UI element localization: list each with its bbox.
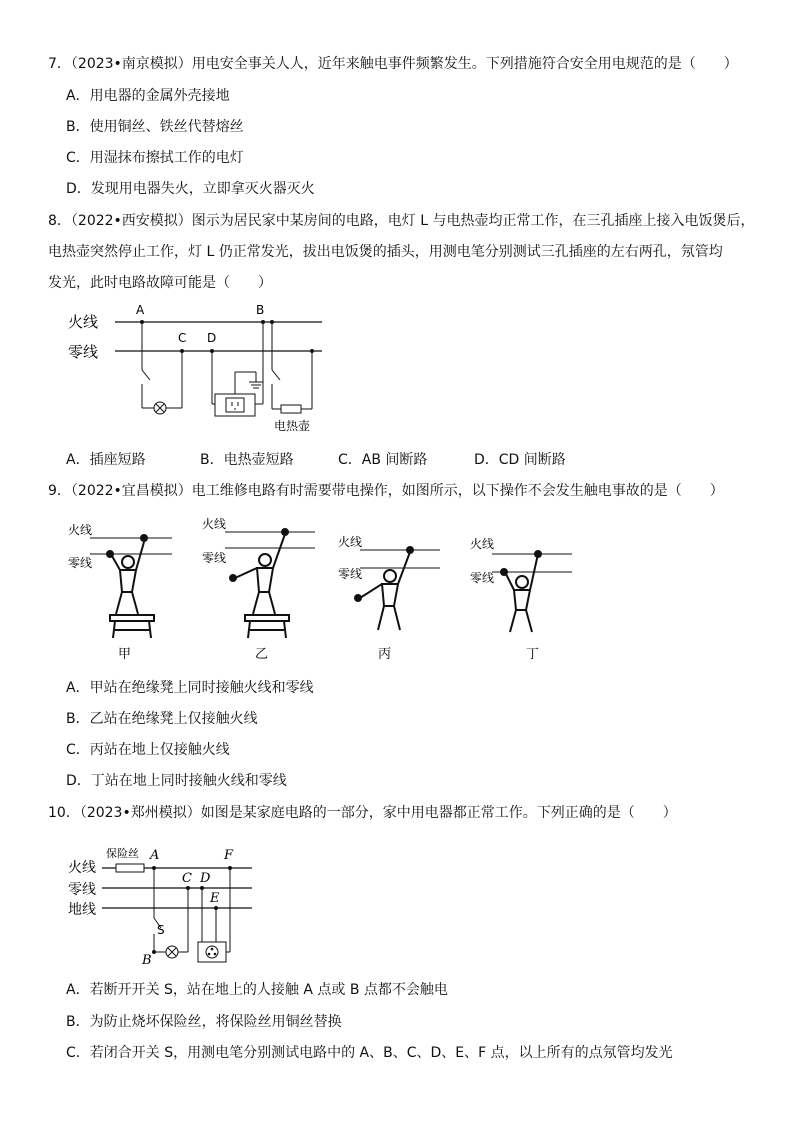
socket-icon xyxy=(215,394,255,416)
q9-stem: 9．（2022•宜昌模拟）电工维修电路有时需要带电操作，如图所示，以下操作不会发生触电事故的是（ ） xyxy=(48,483,724,499)
q10-option-b: B．为防止烧坏保险丝，将保险丝用铜丝替换 xyxy=(66,1014,342,1030)
q7-option-c: C．用湿抹布擦拭工作的电灯 xyxy=(66,150,244,166)
q10-option-c: C．若闭合开关 S，用测电笔分别测试电路中的 A、B、C、D、E、F 点，以上所有的点氖管均发光 xyxy=(66,1045,673,1061)
q8-point-a: A xyxy=(136,303,145,317)
ground-icon xyxy=(249,382,263,388)
lamp-icon xyxy=(166,946,178,958)
q8-stem-line-1: 8．（2022•西安模拟）图示为居民家中某房间的电路，电灯 L 与电热壶均正常工作，在三孔插座上接入电饭煲后， xyxy=(48,213,755,229)
svg-text:火线: 火线 xyxy=(202,517,227,531)
kettle-resistor-icon xyxy=(281,405,301,413)
q8-point-d: D xyxy=(207,331,217,345)
q7-option-a: A．用电器的金属外壳接地 xyxy=(66,88,230,104)
q7-option-d: D．发现用电器失火，立即拿灭火器灭火 xyxy=(66,181,315,197)
q8-stem-line-2: 电热壶突然停止工作，灯 L 仍正常发光，拔出电饭煲的插头，用测电笔分别测试三孔插座的左右两孔，氖管均 xyxy=(48,244,723,260)
svg-text:火线: 火线 xyxy=(338,535,363,549)
q9-option-a: A．甲站在绝缘凳上同时接触火线和零线 xyxy=(66,680,314,696)
q9-electrician-figures xyxy=(60,510,580,665)
q8-point-c: C xyxy=(178,331,187,345)
q10-point-b: B xyxy=(142,953,152,968)
person-icon xyxy=(355,547,413,630)
q10-circuit-diagram xyxy=(64,842,264,967)
q8-option-d: D．CD 间断路 xyxy=(474,452,566,468)
q8-option-c: C．AB 间断路 xyxy=(338,452,428,468)
svg-text:甲: 甲 xyxy=(118,647,132,662)
q10-live-label: 火线 xyxy=(68,860,96,876)
q10-point-d: D xyxy=(200,871,211,886)
socket-icon xyxy=(198,942,226,962)
svg-text:火线: 火线 xyxy=(68,523,93,537)
q10-neutral-label: 零线 xyxy=(68,882,96,898)
q10-point-a: A xyxy=(150,848,160,863)
stool-icon xyxy=(110,615,154,638)
svg-text:火线: 火线 xyxy=(470,537,495,551)
svg-text:丁: 丁 xyxy=(526,647,540,662)
svg-text:零线: 零线 xyxy=(470,571,495,585)
q7-option-b: B．使用铜丝、铁丝代替熔丝 xyxy=(66,119,244,135)
person-icon xyxy=(107,535,147,614)
q9-option-c: C．丙站在地上仅接触火线 xyxy=(66,742,230,758)
q10-ground-label: 地线 xyxy=(68,902,96,918)
stool-icon xyxy=(245,615,289,638)
svg-text:零线: 零线 xyxy=(338,567,363,581)
q10-point-e: E xyxy=(210,891,220,906)
q7-stem: 7．（2023•南京模拟）用电安全事关人人，近年来触电事件频繁发生。下列措施符合安全用电规范的是（ ） xyxy=(48,56,738,72)
q8-option-a: A．插座短路 xyxy=(66,452,146,468)
q10-stem: 10．（2023•郑州模拟）如图是某家庭电路的一部分，家中用电器都正常工作。下列正确的是（ ） xyxy=(48,805,677,821)
q9-option-b: B．乙站在绝缘凳上仅接触火线 xyxy=(66,711,258,727)
q8-point-b: B xyxy=(256,303,265,317)
figure-ding xyxy=(470,536,572,662)
q9-option-d: D．丁站在地上同时接触火线和零线 xyxy=(66,773,287,789)
q8-circuit-diagram xyxy=(60,300,340,440)
person-icon xyxy=(501,551,541,632)
fuse-icon xyxy=(116,864,144,872)
q8-neutral-label: 零线 xyxy=(68,343,99,361)
q8-stem-line-3: 发光，此时电路故障可能是（ ） xyxy=(48,275,272,291)
q8-live-label: 火线 xyxy=(68,313,99,331)
q10-fuse-label: 保险丝 xyxy=(106,847,139,860)
q10-point-f: F xyxy=(224,848,234,863)
q8-kettle-label: 电热壶 xyxy=(274,419,311,433)
svg-text:零线: 零线 xyxy=(202,551,227,565)
svg-text:乙: 乙 xyxy=(255,647,269,662)
person-icon xyxy=(230,529,288,614)
figure-jia xyxy=(68,522,172,662)
figure-yi xyxy=(202,516,315,662)
figure-bing xyxy=(338,534,440,662)
q8-option-b: B．电热壶短路 xyxy=(200,452,294,468)
lamp-icon xyxy=(154,402,166,414)
q10-switch-label: S xyxy=(157,923,165,937)
svg-text:丙: 丙 xyxy=(378,647,392,662)
q10-point-c: C xyxy=(182,871,192,886)
svg-text:零线: 零线 xyxy=(68,556,93,570)
q10-option-a: A．若断开开关 S，站在地上的人接触 A 点或 B 点都不会触电 xyxy=(66,982,448,998)
